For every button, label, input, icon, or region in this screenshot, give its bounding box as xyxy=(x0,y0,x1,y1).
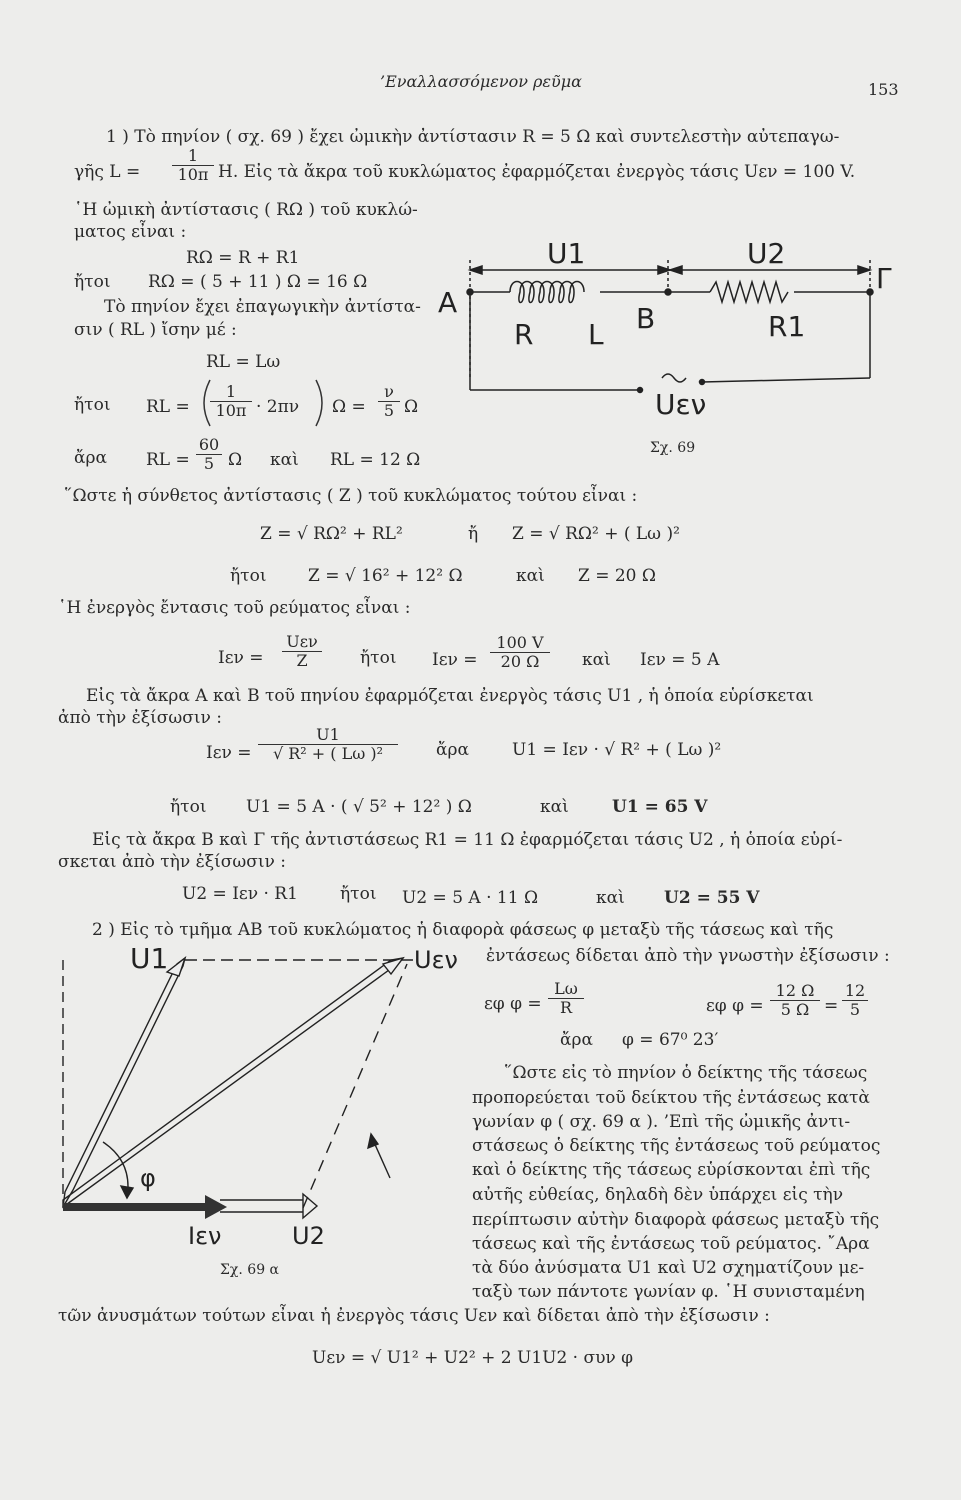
or-word: ἤ xyxy=(468,524,479,544)
U2-eq: U2 = Iεν · R1 xyxy=(182,884,298,904)
fig-69-circuit xyxy=(440,230,900,460)
terminal-right xyxy=(700,380,705,385)
problem1-line2a: γῆς L = xyxy=(74,162,141,182)
para-line-10: ταξὺ των πάντοτε γωνίαν φ. ῾Η συνισταμένη xyxy=(472,1282,865,1302)
equals-sign: = xyxy=(824,996,839,1016)
para-line-7: περίπτωσιν αὐτὴν διαφορὰ φάσεως μεταξὺ τῆς xyxy=(472,1210,880,1230)
12ohm-over-5ohm-fraction: $\frac{12 \Omega}{5 \Omega}$ xyxy=(770,982,820,1019)
node-G xyxy=(867,289,873,295)
Uen-vector-outline xyxy=(63,958,403,1207)
tan-lhs-2: εφ φ = xyxy=(706,996,764,1016)
fig69-L-label: L xyxy=(588,318,604,351)
para-line-2: προπορεύεται τοῦ δείκτου τῆς ἐντάσεως κατὰ xyxy=(472,1088,870,1108)
ara-3: ἄρα xyxy=(560,1030,593,1050)
AB-line2: ἀπὸ τὴν ἐξίσωσιν : xyxy=(58,708,222,728)
BG-line2: σκεται ἀπὸ τὴν ἐξίσωσιν : xyxy=(58,852,286,872)
pointer-arrow-head xyxy=(368,1134,378,1148)
tan-lhs: εφ φ = xyxy=(484,994,542,1014)
U1-arrowhead xyxy=(167,958,185,976)
eq-R-omega-value: RΩ = ( 5 + 11 ) Ω = 16 Ω xyxy=(148,272,368,292)
phi-arc-head xyxy=(121,1186,133,1198)
parallel-dash xyxy=(303,964,407,1208)
U2-arrow-left xyxy=(670,266,682,274)
v-over-5-fraction: $\frac{\nu}{5}$ xyxy=(378,383,400,420)
terminal-left xyxy=(638,388,643,393)
fig69-caption: Σχ. 69 xyxy=(650,440,696,456)
ara-2: ἄρα xyxy=(436,740,469,760)
para-line-8: τάσεως καὶ τῆς ἐντάσεως τοῦ ρεύματος. ῎Αρα xyxy=(472,1234,870,1254)
running-title: ’Εναλλασσόμενον ρεῦμα xyxy=(380,72,582,91)
page-number: 153 xyxy=(868,80,899,99)
problem1-line2b: H. Εἰς τὰ ἄκρα τοῦ κυκλώματος ἐφαρμόζεται ἐνεργὸς τάσις Uεν = 100 V. xyxy=(218,162,856,182)
para-line-5: καὶ ὁ δείκτης τῆς τάσεως εὑρίσκονται ἐπὶ τῆς xyxy=(472,1160,871,1180)
AB-line1: Εἰς τὰ ἄκρα Α καὶ Β τοῦ πηνίου ἐφαρμόζεται ἐνεργὸς τάσις U1 , ἡ ὁποία εὑρίσκεται xyxy=(86,686,814,706)
problem2-line2: ἐντάσεως δίδεται ἀπὸ τὴν γνωστὴν ἐξίσωσιν : xyxy=(486,946,890,966)
eq-RL2-lhs: RL = xyxy=(146,397,190,417)
eq-Z1: Z = √ RΩ² + RL² xyxy=(260,524,403,544)
U2-calc: U2 = 5 A · 11 Ω xyxy=(402,888,539,908)
fig69-A-label: A xyxy=(438,286,458,319)
inductor-coil xyxy=(510,282,584,303)
para-line-4: στάσεως ὁ δείκτης τῆς ἐντάσεως τοῦ ρεύματος xyxy=(472,1136,881,1156)
U2-result: U2 = 55 V xyxy=(664,888,760,908)
omega-unit: Ω xyxy=(404,397,419,417)
para-line-9: τὰ δύο ἀνύσματα U1 καὶ U2 σχηματίζουν με- xyxy=(472,1258,865,1278)
fig69-U2-label: U2 xyxy=(747,237,786,270)
L-fraction: $\frac{1}{10\pi}$ xyxy=(172,147,214,184)
impedance-intro: ῞Ωστε ἡ σύνθετος ἀντίστασις ( Z ) τοῦ κυκλώματος τούτου εἶναι : xyxy=(64,486,638,506)
U-over-Z-fraction: Uεν Z xyxy=(282,633,322,670)
inductive-2: σιν ( RL ) ἴσην μέ : xyxy=(74,320,237,340)
fig69a-U1-label: U1 xyxy=(130,942,169,975)
ara-1: ἄρα xyxy=(74,448,107,468)
eq-R-omega: RΩ = R + R1 xyxy=(186,248,300,268)
12-over-5-fraction: $\frac{12}{5}$ xyxy=(842,982,868,1019)
eq-Z2: Z = √ RΩ² + ( Lω )² xyxy=(512,524,680,544)
BG-line1: Εἰς τὰ ἄκρα Β καὶ Γ τῆς ἀντιστάσεως R1 = 11 Ω ἐφαρμόζεται τάσις U2 , ἡ ὁποία εὑρί- xyxy=(92,830,843,850)
problem1-line1: 1 ) Τὸ πηνίον ( σχ. 69 ) ἔχει ὠμικὴν ἀντίστασιν R = 5 Ω καὶ συντελεστὴν αὐτεπαγω- xyxy=(106,127,840,147)
fig69-B-label: B xyxy=(636,302,656,335)
ac-symbol xyxy=(662,374,686,382)
kai-1: καὶ xyxy=(270,450,299,470)
RL-fraction: $\frac{1}{10\pi}$ xyxy=(210,383,252,420)
RL-eq: RL = xyxy=(146,450,190,470)
para-line-3: γωνίαν φ ( σχ. 69 α ). ’Επὶ τῆς ὠμικῆς ἀντι- xyxy=(472,1112,851,1132)
hitoi-4: ἤτοι xyxy=(360,648,397,668)
U1-result: U1 = 65 V xyxy=(612,797,708,817)
right-paren xyxy=(312,378,332,428)
para-line-6: αὐτῆς εὐθείας, δηλαδὴ δὲν ὑπάρχει εἰς τὴν xyxy=(472,1185,844,1205)
final-equation: Uεν = √ U1² + U2² + 2 U1U2 · συν φ xyxy=(312,1348,634,1368)
eq-Z4: Z = 20 Ω xyxy=(578,566,656,586)
inductive-1: Τὸ πηνίον ἔχει ἐπαγωγικὴν ἀντίστα- xyxy=(104,297,421,317)
fig69a-Ien-label: Iεν xyxy=(188,1222,222,1250)
U2-arrow-right xyxy=(858,266,870,274)
eq-RL: RL = Lω xyxy=(206,352,281,372)
U1-eq: U1 = Iεν · √ R² + ( Lω )² xyxy=(512,740,722,760)
fig69-Uen-label: Uεν xyxy=(655,388,707,421)
para-line-1: ῞Ωστε εἰς τὸ πηνίον ὁ δείκτης τῆς τάσεως xyxy=(504,1063,868,1083)
Ien-vector xyxy=(63,1203,213,1211)
hitoi-1: ἤτοι xyxy=(74,272,111,292)
fig69a-U2-label: U2 xyxy=(292,1222,325,1250)
Lw-over-R-fraction: $\frac{L\omega}{R}$ xyxy=(548,980,584,1017)
hitoi-3: ἤτοι xyxy=(230,566,267,586)
fig69-G-label: Γ xyxy=(876,262,892,295)
fig69-R1-label: R1 xyxy=(768,310,806,343)
eq-Z3: Z = √ 16² + 12² Ω xyxy=(308,566,463,586)
I-lhs-2: Iεν = xyxy=(432,650,478,670)
ohmic-intro-2: ματος εἶναι : xyxy=(74,222,187,242)
resistor-zigzag xyxy=(710,282,788,302)
Ien-arrowhead xyxy=(205,1195,227,1219)
U2-arrowhead xyxy=(303,1194,317,1218)
U1-calc: U1 = 5 A · ( √ 5² + 12² ) Ω xyxy=(246,797,472,817)
I-lhs-3: Iεν = xyxy=(206,743,252,763)
kai-2: καὶ xyxy=(516,566,545,586)
final-line: τῶν ἀνυσμάτων τούτων εἶναι ἡ ἐνεργὸς τάσις Uεν καὶ δίδεται ἀπὸ τὴν ἐξίσωσιν : xyxy=(58,1306,770,1326)
phi-result: φ = 67⁰ 23′ xyxy=(622,1030,719,1050)
I-lhs: Iεν = xyxy=(218,648,264,668)
problem2-line1: 2 ) Εἰς τὸ τμῆμα ΑΒ τοῦ κυκλώματος ἡ διαφορὰ φάσεως φ μεταξὺ τῆς τάσεως καὶ τῆς xyxy=(92,920,834,940)
node-B xyxy=(665,289,671,295)
sixty-over-five-fraction: $\frac{60}{5}$ xyxy=(196,436,222,473)
U1-vector-outline xyxy=(63,958,185,1207)
wire-bottom-right xyxy=(702,378,870,382)
fig69a-Uen-label: Uεν xyxy=(414,946,458,974)
fig69-R-label: R xyxy=(514,318,534,351)
hitoi-6: ἤτοι xyxy=(340,884,377,904)
kai-3: καὶ xyxy=(582,650,611,670)
kai-5: καὶ xyxy=(596,888,625,908)
ohmic-intro-1: ῾Η ὠμικὴ ἀντίστασις ( RΩ ) τοῦ κυκλώ- xyxy=(74,200,418,220)
fig69-U1-label: U1 xyxy=(547,237,586,270)
I-result: Iεν = 5 A xyxy=(640,650,720,670)
hitoi-2: ἤτοι xyxy=(74,395,111,415)
100V-over-20ohm-fraction: $\frac{100 V}{20 \Omega}$ xyxy=(490,634,550,671)
node-A xyxy=(467,289,473,295)
hitoi-5: ἤτοι xyxy=(170,797,207,817)
kai-4: καὶ xyxy=(540,797,569,817)
RL-12: RL = 12 Ω xyxy=(330,450,421,470)
eq-RL2-rhs: Ω = xyxy=(332,397,366,417)
fig69a-phi-label: φ xyxy=(140,1164,156,1192)
fig69a-caption: Σχ. 69 α xyxy=(220,1262,280,1278)
fig-69a-phasor xyxy=(55,950,475,1250)
omega-unit-2: Ω xyxy=(228,450,243,470)
eq-RL2-paren: · 2πν xyxy=(256,397,300,417)
current-intro: ῾Η ἐνεργὸς ἔντασις τοῦ ρεύματος εἶναι : xyxy=(58,598,411,618)
U1-over-sqrt-fraction: $\frac{U1}{\text{√ R² + ( Lω )²}}$ xyxy=(258,726,398,763)
U1-arrow-left xyxy=(470,266,482,274)
